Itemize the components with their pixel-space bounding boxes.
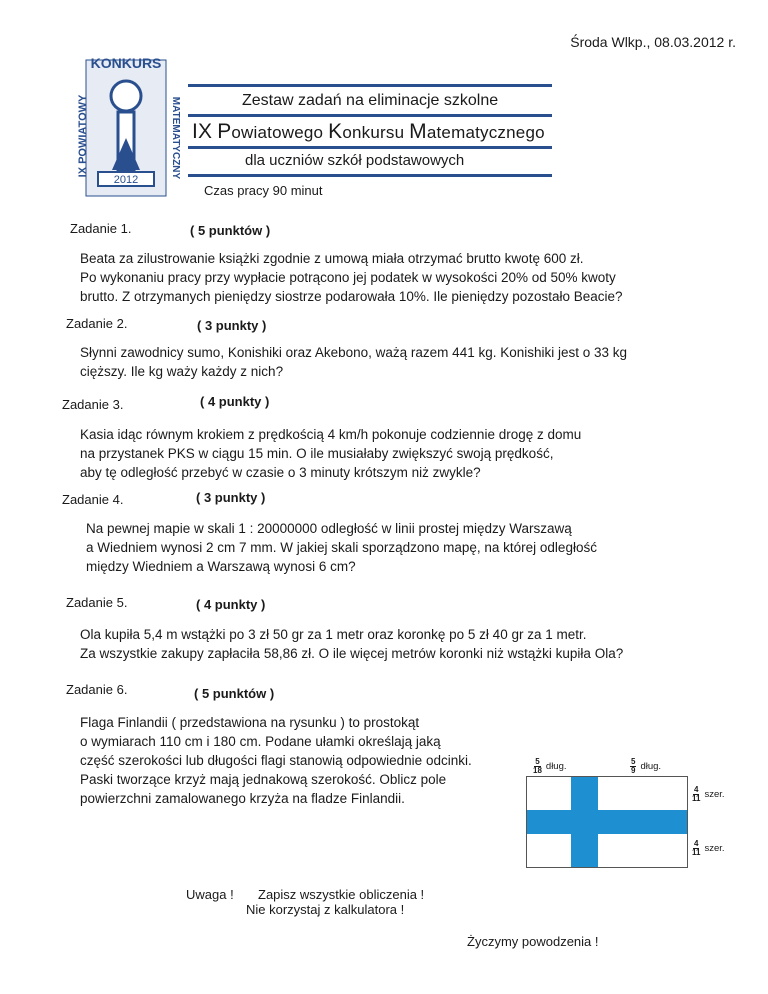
task-4-text: Na pewnej mapie w skali 1 : 20000000 odległość w linii prostej między Warszawą a Wiedniem wynosi 2 cm 7 mm. W jakiej skali sporządzono mapę, na której odległość między Wiedniem a Warszawą wynosi 6 cm? [86,521,597,574]
title-rule-2 [188,114,552,117]
title-line-3: dla uczniów szkół podstawowych [245,152,465,169]
task-5-points: ( 4 punkty ) [196,597,266,612]
flag-label-right-length: $\frac{5}{9}$ dług. [631,757,662,775]
title-initial: IX [192,120,213,143]
warning-line-1: Zapisz wszystkie obliczenia ! [258,887,425,902]
title-line-2 [192,120,545,144]
task-3-label: Zadanie 3. [62,397,124,412]
title-initial: K [328,120,343,143]
warning-line-2: Nie korzystaj z kalkulatora ! [246,902,405,917]
task-5-label: Zadanie 5. [66,595,128,610]
task-3-points: ( 4 punkty ) [200,394,270,409]
task-2-points: ( 3 punkty ) [197,318,267,333]
task-1-text: Beata za zilustrowanie książki zgodnie z umową miała otrzymać brutto kwotę 600 zł. Po wykonaniu pracy przy wypłacie potrącono jej podatek w wysokości 20% od 50% kwoty brutto. Z otrzymanych pieniędzy siostrze podarowała 10%. Ile pieniędzy pozostało Beacie? [80,251,623,304]
task-6-points: ( 5 punktów ) [194,686,275,701]
finland-flag [526,776,688,868]
flag-label-top-width: $\frac{4}{11}$ szer. [692,785,725,803]
flag-horizontal-stripe [527,810,687,835]
title-rule-bottom [188,174,552,177]
task-2-label: Zadanie 2. [66,316,128,331]
task-4-label: Zadanie 4. [62,492,124,507]
logo-left-text: IX POWIATOWY [77,94,89,178]
title-initial: P [217,120,232,143]
logo-ball-icon [111,81,141,111]
logo-year: 2012 [113,174,139,186]
task-6-text: Flaga Finlandii ( przedstawiona na rysunku ) to prostokąt o wymiarach 110 cm i 180 cm. Podane ułamki określają jaką część szerokości lub długości flagi stanowią odpowiednie odcinki. Paski tworzące krzyż mają jednakową szerokość. Oblicz pole powierzchni zamalowanego krzyża na fladze Finlandii. [80,715,472,806]
title-initial: M [409,120,427,143]
title-word-rest: owiatowego [231,123,329,142]
date: Środa Wlkp., 08.03.2012 r. [570,34,736,50]
task-3-text: Kasia idąc równym krokiem z prędkością 4 km/h pokonuje codziennie drogę z domu na przystanek PKS w ciągu 15 min. O ile musiałaby zwiększyć swoją prędkość, aby tę odległość przebyć w czasie o 3 minuty krótszym niż zwykle? [80,427,582,480]
task-1-label: Zadanie 1. [70,221,132,236]
title-word-rest: onkursu [342,123,410,142]
task-4-points: ( 3 punkty ) [196,490,266,505]
contest-logo [76,52,184,202]
title-rule-3 [188,146,552,149]
logo-top-text: KONKURS [90,55,162,71]
task-1-points: ( 5 punktów ) [190,223,271,238]
flag-label-left-length: $\frac{5}{18}$ dług. [533,757,567,775]
task-2-text: Słynni zawodnicy sumo, Konishiki oraz Akebono, ważą razem 441 kg. Konishiki jest o 33 kg cięższy. Ile kg waży każdy z nich? [80,345,628,379]
good-luck-wish: Życzymy powodzenia ! [467,934,599,949]
task-5-text: Ola kupiła 5,4 m wstążki po 3 zł 50 gr za 1 metr oraz koronkę po 5 zł 40 gr za 1 metr. Za wszystkie zakupy zapłaciła 58,86 zł. O ile więcej metrów koronki niż wstążki kupiła Ola? [80,627,624,661]
title-rule-top [188,84,552,87]
title-line-1: Zestaw zadań na eliminacje szkolne [242,92,499,109]
working-time: Czas pracy 90 minut [204,183,323,198]
task-6-label: Zadanie 6. [66,682,128,697]
flag-label-bottom-width: $\frac{4}{11}$ szer. [692,839,725,857]
title-word-rest: atematycznego [426,123,545,142]
warning-label: Uwaga ! [186,887,234,902]
logo-right-text: MATEMATYCZNY [170,96,181,180]
